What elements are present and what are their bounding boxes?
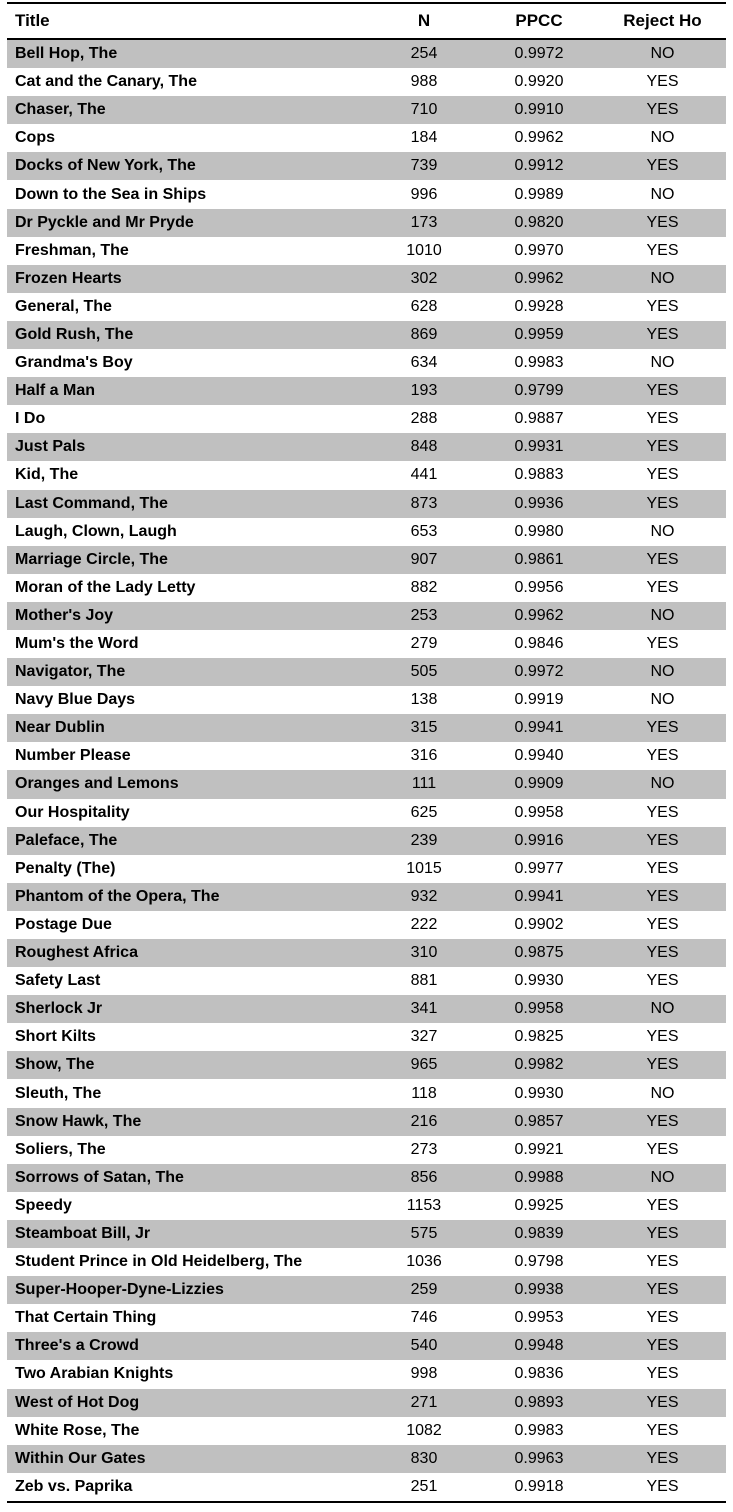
cell-n: 873 <box>369 490 479 518</box>
cell-n: 869 <box>369 321 479 349</box>
table-row <box>7 1220 726 1248</box>
cell-title: Near Dublin <box>7 714 369 742</box>
cell-ppcc: 0.9953 <box>479 1304 599 1332</box>
cell-n: 279 <box>369 630 479 658</box>
cell-reject-ho: YES <box>599 1276 726 1304</box>
cell-n: 882 <box>369 574 479 602</box>
table-body <box>7 39 726 1502</box>
cell-n: 310 <box>369 939 479 967</box>
table-row <box>7 1276 726 1304</box>
cell-ppcc: 0.9977 <box>479 855 599 883</box>
table-row <box>7 602 726 630</box>
cell-title: Safety Last <box>7 967 369 995</box>
cell-reject-ho: YES <box>599 490 726 518</box>
cell-n: 138 <box>369 686 479 714</box>
cell-reject-ho: YES <box>599 574 726 602</box>
cell-n: 1015 <box>369 855 479 883</box>
cell-n: 634 <box>369 349 479 377</box>
table-row <box>7 911 726 939</box>
cell-n: 1036 <box>369 1248 479 1276</box>
cell-reject-ho: YES <box>599 1136 726 1164</box>
table-row <box>7 686 726 714</box>
cell-title: Moran of the Lady Letty <box>7 574 369 602</box>
cell-ppcc: 0.9972 <box>479 658 599 686</box>
cell-ppcc: 0.9988 <box>479 1164 599 1192</box>
cell-title: Half a Man <box>7 377 369 405</box>
table-row <box>7 1417 726 1445</box>
table-row <box>7 377 726 405</box>
cell-n: 216 <box>369 1108 479 1136</box>
cell-title: Sleuth, The <box>7 1079 369 1107</box>
cell-reject-ho: YES <box>599 967 726 995</box>
cell-ppcc: 0.9920 <box>479 68 599 96</box>
table-row <box>7 967 726 995</box>
cell-reject-ho: YES <box>599 1023 726 1051</box>
cell-ppcc: 0.9836 <box>479 1360 599 1388</box>
cell-ppcc: 0.9956 <box>479 574 599 602</box>
table-row <box>7 546 726 574</box>
cell-ppcc: 0.9962 <box>479 124 599 152</box>
cell-ppcc: 0.9925 <box>479 1192 599 1220</box>
film-ppcc-table <box>7 2 726 1503</box>
cell-title: Postage Due <box>7 911 369 939</box>
cell-title: Cat and the Canary, The <box>7 68 369 96</box>
cell-ppcc: 0.9846 <box>479 630 599 658</box>
cell-title: Sherlock Jr <box>7 995 369 1023</box>
cell-title: Bell Hop, The <box>7 39 369 68</box>
table-row <box>7 1304 726 1332</box>
cell-ppcc: 0.9958 <box>479 995 599 1023</box>
cell-reject-ho: YES <box>599 405 726 433</box>
cell-title: Penalty (The) <box>7 855 369 883</box>
cell-reject-ho: NO <box>599 770 726 798</box>
cell-reject-ho: YES <box>599 237 726 265</box>
cell-ppcc: 0.9989 <box>479 180 599 208</box>
table-row <box>7 714 726 742</box>
cell-ppcc: 0.9931 <box>479 433 599 461</box>
cell-title: Laugh, Clown, Laugh <box>7 518 369 546</box>
cell-title: Show, The <box>7 1051 369 1079</box>
table-row <box>7 1051 726 1079</box>
cell-reject-ho: YES <box>599 742 726 770</box>
cell-n: 253 <box>369 602 479 630</box>
cell-ppcc: 0.9857 <box>479 1108 599 1136</box>
cell-ppcc: 0.9919 <box>479 686 599 714</box>
cell-ppcc: 0.9983 <box>479 349 599 377</box>
cell-reject-ho: YES <box>599 96 726 124</box>
cell-reject-ho: NO <box>599 602 726 630</box>
cell-title: Navigator, The <box>7 658 369 686</box>
cell-ppcc: 0.9820 <box>479 209 599 237</box>
cell-reject-ho: YES <box>599 799 726 827</box>
cell-title: Oranges and Lemons <box>7 770 369 798</box>
table-row <box>7 1445 726 1473</box>
cell-n: 739 <box>369 152 479 180</box>
cell-title: Student Prince in Old Heidelberg, The <box>7 1248 369 1276</box>
cell-ppcc: 0.9861 <box>479 546 599 574</box>
table-row <box>7 1023 726 1051</box>
table-row <box>7 574 726 602</box>
cell-title: Two Arabian Knights <box>7 1360 369 1388</box>
cell-ppcc: 0.9983 <box>479 1417 599 1445</box>
cell-ppcc: 0.9799 <box>479 377 599 405</box>
table-row <box>7 630 726 658</box>
cell-ppcc: 0.9938 <box>479 1276 599 1304</box>
cell-ppcc: 0.9962 <box>479 265 599 293</box>
table-row <box>7 1332 726 1360</box>
cell-n: 856 <box>369 1164 479 1192</box>
cell-reject-ho: NO <box>599 349 726 377</box>
cell-ppcc: 0.9930 <box>479 967 599 995</box>
column-header-ppcc: PPCC <box>479 3 599 39</box>
cell-n: 746 <box>369 1304 479 1332</box>
cell-ppcc: 0.9963 <box>479 1445 599 1473</box>
cell-ppcc: 0.9839 <box>479 1220 599 1248</box>
cell-n: 988 <box>369 68 479 96</box>
cell-title: Soliers, The <box>7 1136 369 1164</box>
cell-reject-ho: YES <box>599 1108 726 1136</box>
table-row <box>7 1389 726 1417</box>
cell-n: 302 <box>369 265 479 293</box>
cell-n: 254 <box>369 39 479 68</box>
cell-ppcc: 0.9941 <box>479 883 599 911</box>
cell-reject-ho: YES <box>599 1360 726 1388</box>
cell-ppcc: 0.9962 <box>479 602 599 630</box>
table-row <box>7 293 726 321</box>
cell-title: Short Kilts <box>7 1023 369 1051</box>
cell-n: 288 <box>369 405 479 433</box>
cell-title: Just Pals <box>7 433 369 461</box>
cell-reject-ho: YES <box>599 827 726 855</box>
cell-ppcc: 0.9936 <box>479 490 599 518</box>
cell-reject-ho: YES <box>599 630 726 658</box>
cell-reject-ho: YES <box>599 911 726 939</box>
cell-reject-ho: YES <box>599 293 726 321</box>
cell-reject-ho: YES <box>599 1248 726 1276</box>
cell-reject-ho: YES <box>599 855 726 883</box>
cell-title: Frozen Hearts <box>7 265 369 293</box>
table-row <box>7 1079 726 1107</box>
cell-n: 653 <box>369 518 479 546</box>
cell-reject-ho: YES <box>599 1445 726 1473</box>
cell-n: 907 <box>369 546 479 574</box>
cell-n: 996 <box>369 180 479 208</box>
cell-n: 710 <box>369 96 479 124</box>
cell-n: 111 <box>369 770 479 798</box>
table-row <box>7 237 726 265</box>
cell-title: Kid, The <box>7 461 369 489</box>
table-row <box>7 265 726 293</box>
cell-ppcc: 0.9883 <box>479 461 599 489</box>
cell-reject-ho: NO <box>599 1164 726 1192</box>
table-header-row <box>7 3 726 39</box>
cell-n: 193 <box>369 377 479 405</box>
cell-ppcc: 0.9902 <box>479 911 599 939</box>
table-row <box>7 39 726 68</box>
cell-reject-ho: YES <box>599 1417 726 1445</box>
cell-n: 881 <box>369 967 479 995</box>
cell-title: Mother's Joy <box>7 602 369 630</box>
cell-ppcc: 0.9893 <box>479 1389 599 1417</box>
cell-reject-ho: YES <box>599 68 726 96</box>
cell-n: 540 <box>369 1332 479 1360</box>
cell-reject-ho: YES <box>599 209 726 237</box>
cell-ppcc: 0.9921 <box>479 1136 599 1164</box>
cell-title: Chaser, The <box>7 96 369 124</box>
column-header-n: N <box>369 3 479 39</box>
table-row <box>7 433 726 461</box>
table-row <box>7 68 726 96</box>
cell-ppcc: 0.9887 <box>479 405 599 433</box>
cell-n: 441 <box>369 461 479 489</box>
cell-n: 173 <box>369 209 479 237</box>
cell-reject-ho: YES <box>599 1051 726 1079</box>
cell-title: Down to the Sea in Ships <box>7 180 369 208</box>
cell-n: 625 <box>369 799 479 827</box>
cell-reject-ho: NO <box>599 658 726 686</box>
cell-title: Speedy <box>7 1192 369 1220</box>
table-row <box>7 518 726 546</box>
table-row <box>7 742 726 770</box>
cell-n: 830 <box>369 1445 479 1473</box>
table-row <box>7 321 726 349</box>
table-row <box>7 799 726 827</box>
table-row <box>7 461 726 489</box>
cell-title: I Do <box>7 405 369 433</box>
table-row <box>7 152 726 180</box>
column-header-title: Title <box>7 3 369 39</box>
cell-n: 327 <box>369 1023 479 1051</box>
cell-n: 848 <box>369 433 479 461</box>
cell-reject-ho: NO <box>599 180 726 208</box>
table-row <box>7 209 726 237</box>
cell-reject-ho: YES <box>599 1192 726 1220</box>
cell-reject-ho: YES <box>599 377 726 405</box>
cell-ppcc: 0.9940 <box>479 742 599 770</box>
cell-n: 505 <box>369 658 479 686</box>
cell-title: That Certain Thing <box>7 1304 369 1332</box>
cell-title: Zeb vs. Paprika <box>7 1473 369 1502</box>
cell-reject-ho: YES <box>599 714 726 742</box>
table-row <box>7 1248 726 1276</box>
cell-title: Number Please <box>7 742 369 770</box>
table-row <box>7 1473 726 1502</box>
cell-ppcc: 0.9980 <box>479 518 599 546</box>
cell-title: West of Hot Dog <box>7 1389 369 1417</box>
cell-title: Gold Rush, The <box>7 321 369 349</box>
table-row <box>7 1360 726 1388</box>
table-row <box>7 124 726 152</box>
cell-reject-ho: YES <box>599 433 726 461</box>
cell-reject-ho: YES <box>599 152 726 180</box>
cell-title: Marriage Circle, The <box>7 546 369 574</box>
cell-ppcc: 0.9970 <box>479 237 599 265</box>
cell-ppcc: 0.9948 <box>479 1332 599 1360</box>
table-row <box>7 995 726 1023</box>
column-header-reject-ho: Reject Ho <box>599 3 726 39</box>
cell-reject-ho: NO <box>599 124 726 152</box>
table-row <box>7 180 726 208</box>
cell-reject-ho: NO <box>599 39 726 68</box>
cell-n: 932 <box>369 883 479 911</box>
cell-reject-ho: NO <box>599 686 726 714</box>
cell-reject-ho: YES <box>599 1473 726 1502</box>
cell-title: Dr Pyckle and Mr Pryde <box>7 209 369 237</box>
cell-title: Snow Hawk, The <box>7 1108 369 1136</box>
cell-title: Navy Blue Days <box>7 686 369 714</box>
table-row <box>7 1164 726 1192</box>
cell-reject-ho: YES <box>599 939 726 967</box>
table-row <box>7 1192 726 1220</box>
cell-n: 998 <box>369 1360 479 1388</box>
cell-title: Sorrows of Satan, The <box>7 1164 369 1192</box>
cell-n: 1153 <box>369 1192 479 1220</box>
cell-title: Paleface, The <box>7 827 369 855</box>
cell-reject-ho: NO <box>599 518 726 546</box>
table-row <box>7 1108 726 1136</box>
cell-n: 965 <box>369 1051 479 1079</box>
cell-title: General, The <box>7 293 369 321</box>
cell-n: 341 <box>369 995 479 1023</box>
cell-title: Our Hospitality <box>7 799 369 827</box>
cell-n: 259 <box>369 1276 479 1304</box>
cell-title: Docks of New York, The <box>7 152 369 180</box>
cell-reject-ho: YES <box>599 1389 726 1417</box>
cell-reject-ho: NO <box>599 995 726 1023</box>
cell-n: 315 <box>369 714 479 742</box>
table-row <box>7 827 726 855</box>
table-row <box>7 883 726 911</box>
cell-n: 118 <box>369 1079 479 1107</box>
cell-title: White Rose, The <box>7 1417 369 1445</box>
cell-ppcc: 0.9941 <box>479 714 599 742</box>
cell-title: Super-Hooper-Dyne-Lizzies <box>7 1276 369 1304</box>
table-row <box>7 96 726 124</box>
cell-title: Freshman, The <box>7 237 369 265</box>
cell-n: 575 <box>369 1220 479 1248</box>
cell-ppcc: 0.9910 <box>479 96 599 124</box>
table-row <box>7 939 726 967</box>
cell-ppcc: 0.9982 <box>479 1051 599 1079</box>
cell-title: Steamboat Bill, Jr <box>7 1220 369 1248</box>
table-row <box>7 770 726 798</box>
table-row <box>7 658 726 686</box>
table-row <box>7 349 726 377</box>
cell-n: 628 <box>369 293 479 321</box>
cell-ppcc: 0.9930 <box>479 1079 599 1107</box>
cell-title: Within Our Gates <box>7 1445 369 1473</box>
cell-ppcc: 0.9928 <box>479 293 599 321</box>
cell-reject-ho: YES <box>599 1332 726 1360</box>
cell-title: Cops <box>7 124 369 152</box>
cell-ppcc: 0.9972 <box>479 39 599 68</box>
cell-n: 1082 <box>369 1417 479 1445</box>
cell-ppcc: 0.9959 <box>479 321 599 349</box>
cell-n: 239 <box>369 827 479 855</box>
cell-ppcc: 0.9918 <box>479 1473 599 1502</box>
cell-ppcc: 0.9825 <box>479 1023 599 1051</box>
cell-title: Mum's the Word <box>7 630 369 658</box>
cell-ppcc: 0.9909 <box>479 770 599 798</box>
cell-n: 1010 <box>369 237 479 265</box>
cell-reject-ho: YES <box>599 546 726 574</box>
cell-n: 271 <box>369 1389 479 1417</box>
table-row <box>7 1136 726 1164</box>
table-row <box>7 855 726 883</box>
cell-n: 273 <box>369 1136 479 1164</box>
cell-reject-ho: NO <box>599 265 726 293</box>
cell-title: Grandma's Boy <box>7 349 369 377</box>
cell-n: 222 <box>369 911 479 939</box>
cell-reject-ho: YES <box>599 883 726 911</box>
cell-ppcc: 0.9875 <box>479 939 599 967</box>
cell-reject-ho: YES <box>599 321 726 349</box>
cell-n: 251 <box>369 1473 479 1502</box>
cell-title: Three's a Crowd <box>7 1332 369 1360</box>
cell-reject-ho: NO <box>599 1079 726 1107</box>
cell-n: 316 <box>369 742 479 770</box>
cell-title: Roughest Africa <box>7 939 369 967</box>
cell-n: 184 <box>369 124 479 152</box>
cell-reject-ho: YES <box>599 461 726 489</box>
cell-ppcc: 0.9958 <box>479 799 599 827</box>
table-row <box>7 405 726 433</box>
cell-title: Last Command, The <box>7 490 369 518</box>
cell-ppcc: 0.9916 <box>479 827 599 855</box>
cell-reject-ho: YES <box>599 1304 726 1332</box>
cell-ppcc: 0.9912 <box>479 152 599 180</box>
table-row <box>7 490 726 518</box>
cell-reject-ho: YES <box>599 1220 726 1248</box>
cell-title: Phantom of the Opera, The <box>7 883 369 911</box>
cell-ppcc: 0.9798 <box>479 1248 599 1276</box>
